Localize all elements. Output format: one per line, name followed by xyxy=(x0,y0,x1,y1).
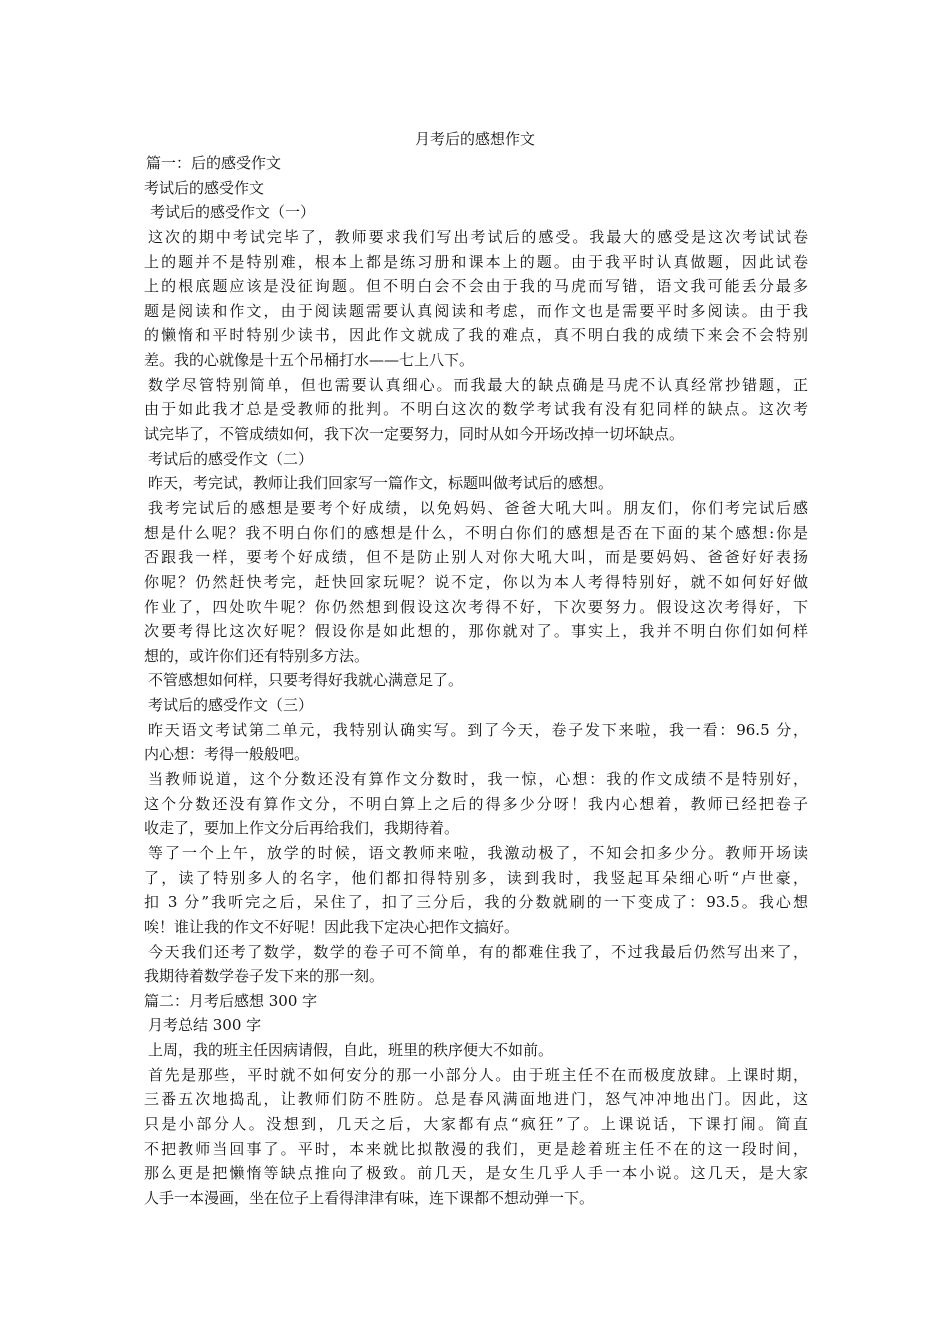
text-line: 了，读了特别多人的名字，他们都扣得特别多，读到我时，我竖起耳朵细心听“卢世豪， xyxy=(144,868,808,887)
text-line: 不把教师当回事了。平时，本来就比拟散漫的我们，更是趁着班主任不在的这一段时间， xyxy=(144,1139,808,1158)
text-line: 篇一：后的感受作文 xyxy=(146,154,282,172)
text-line: 只是小部分人。没想到，几天之后，大家都有点“疯狂”了。上课说话，下课打闹。简直 xyxy=(144,1114,808,1133)
text-line: 作业了，四处吹牛呢？你仍然想到假设这次考得不好，下次要努力。假设这次考得好，下 xyxy=(144,597,808,616)
text-line: 上的根底题应该是没征询题。但不明白会不会由于我的马虎而写错，语文我可能丢分最多 xyxy=(144,277,808,296)
text-line: 首先是那些，平时就不如何安分的那一小部分人。由于班主任不在而极度放肆。上课时期， xyxy=(148,1065,808,1084)
text-line: 这个分数还没有算作文分，不明白算上之后的得多少分呀！我内心想着，教师已经把卷子 xyxy=(144,794,808,813)
text-line: 题是阅读和作文，由于阅读题需要认真阅读和考虑，而作文也是需要平时多阅读。由于我 xyxy=(144,301,808,320)
text-line: 考试后的感受作文（一） xyxy=(150,203,316,222)
text-line: 三番五次地捣乱，让教师们防不胜防。总是春风满面地进门，怒气冲冲地出门。因此，这 xyxy=(144,1090,808,1109)
text-line: 篇二：月考后感想 300 字 xyxy=(144,991,318,1010)
text-line: 考试后的感受作文 xyxy=(144,178,265,197)
text-line: 想的，或许你们还有特别多方法。 xyxy=(144,646,370,665)
text-line: 差。我的心就像是十五个吊桶打水——七上八下。 xyxy=(144,351,475,370)
text-line: 次要考得比这次好呢？假设你是如此想的，那你就对了。事实上，我并不明白你们如何样 xyxy=(144,622,808,641)
text-line: 这次的期中考试完毕了，教师要求我们写出考试后的感受。我最大的感受是这次考试试卷 xyxy=(148,227,808,246)
text-line: 考试后的感受作文（三） xyxy=(148,696,314,715)
text-line: 收走了，要加上作文分后再给我们，我期待着。 xyxy=(144,819,460,838)
text-line: 唉！谁让我的作文不好呢！因此我下定决心把作文搞好。 xyxy=(144,917,520,936)
text-line: 否跟我一样，要考个好成绩，但不是防止别人对你大吼大叫，而是要妈妈、爸爸好好表扬 xyxy=(144,548,808,567)
text-line: 数学尽管特别简单，但也需要认真细心。而我最大的缺点确是马虎不认真经常抄错题，正 xyxy=(148,375,808,394)
text-line: 昨天，考完试，教师让我们回家写一篇作文，标题叫做考试后的感想。 xyxy=(148,474,614,493)
text-line: 内心想：考得一般般吧。 xyxy=(144,745,310,764)
text-line: 你呢？仍然赶快考完，赶快回家玩呢？说不定，你以为本人考得特别好，就不如何好好做 xyxy=(144,572,808,591)
text-line: 想是什么呢？我不明白你们的感想是什么，不明白你们的感想是否在下面的某个感想:你是 xyxy=(144,523,808,542)
text-line: 那么更是把懒惰等缺点推向了极致。前几天，是女生几乎人手一本小说。这几天，是大家 xyxy=(144,1164,808,1183)
text-line: 上周，我的班主任因病请假，自此，班里的秩序便大不如前。 xyxy=(148,1041,554,1060)
text-line: 的懒惰和平时特别少读书，因此作文就成了我的难点，真不明白我的成绩下来会不会特别 xyxy=(144,326,808,345)
text-line: 不管感想如何样，只要考得好我就心满意足了。 xyxy=(148,671,464,690)
text-line: 试完毕了，不管成绩如何，我下次一定要努力，同时从如今开场改掉一切坏缺点。 xyxy=(144,425,685,444)
text-line: 扣 3 分”我听完之后，呆住了，扣了三分后，我的分数就刷的一下变成了：93.5。我心想 xyxy=(144,893,808,912)
text-line: 由于如此我才总是受教师的批判。不明白这次的数学考试我有没有犯同样的缺点。这次考 xyxy=(144,400,808,419)
text-line: 人手一本漫画，坐在位子上看得津津有味，连下课都不想动弹一下。 xyxy=(144,1188,595,1207)
text-line: 考试后的感受作文（二） xyxy=(148,449,314,468)
text-line: 今天我们还考了数学，数学的卷子可不简单，有的都难住我了，不过我最后仍然写出来了， xyxy=(148,942,808,961)
text-line: 昨天语文考试第二单元，我特别认确实写。到了今天，卷子发下来啦，我一看：96.5 分， xyxy=(148,720,808,739)
text-line: 上的题并不是特别难，根本上都是练习册和课本上的题。由于我平时认真做题，因此试卷 xyxy=(144,252,808,271)
text-line: 等了一个上午，放学的时候，语文教师来啦，我激动极了，不知会扣多少分。教师开场读 xyxy=(148,843,808,862)
text-line: 我期待着数学卷子发下来的那一刻。 xyxy=(144,967,385,986)
text-line: 当教师说道，这个分数还没有算作文分数时，我一惊，心想：我的作文成绩不是特别好， xyxy=(148,770,808,789)
text-line: 月考总结 300 字 xyxy=(148,1016,262,1035)
text-line: 我考完试后的感想是要考个好成绩，以免妈妈、爸爸大吼大叫。朋友们，你们考完试后感 xyxy=(148,498,808,517)
document-body xyxy=(144,151,808,1211)
document-title: 月考后的感想作文 xyxy=(414,130,535,148)
